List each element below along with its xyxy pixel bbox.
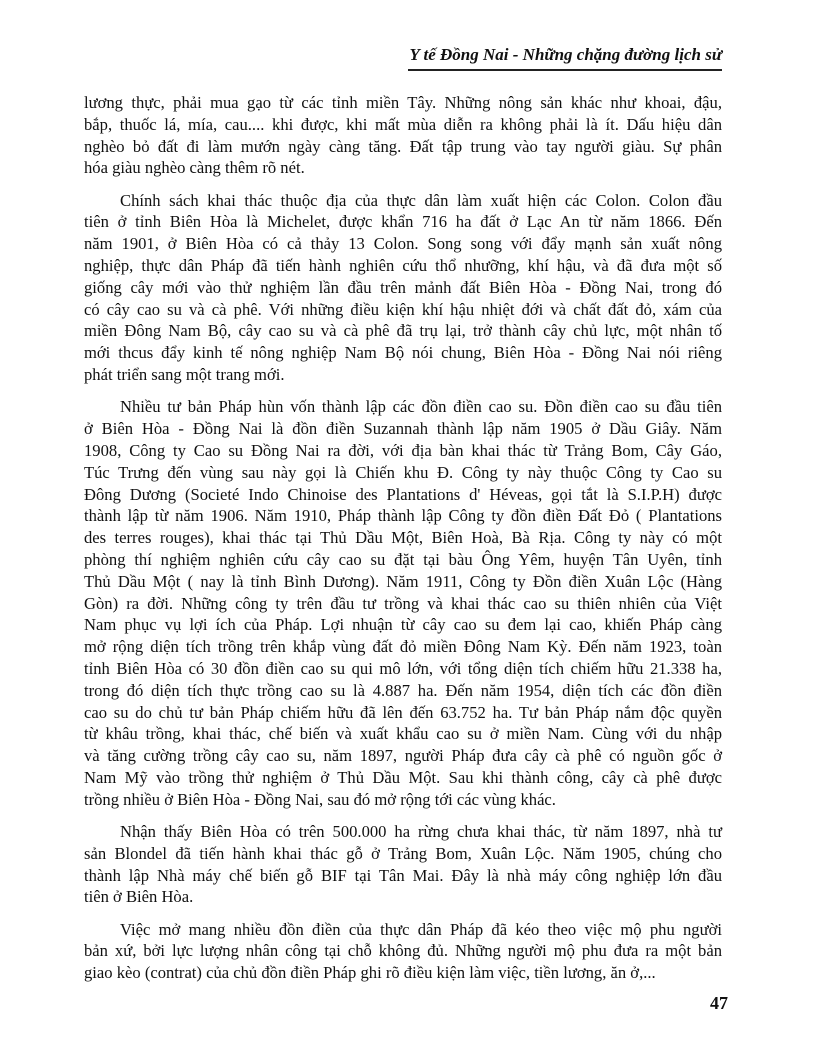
text-line: nghiệp, thực dân Pháp đã tiến hành nghiên cứu thổ nhưỡng, khí hậu, và đã đưa một số <box>84 256 722 276</box>
text-line: nghèo bỏ đất đi làm mướn ngày càng tăng. Đất tập trung vào tay người giàu. Sự phân <box>84 136 722 156</box>
text-line: hóa giàu nghèo càng thêm rõ nét. <box>84 158 305 178</box>
paragraph <box>84 396 722 810</box>
text-line: bản xứ, bởi lực lượng nhân công tại chỗ không đủ. Những người mộ phu đưa ra một bản <box>84 941 722 961</box>
text-line: từ khâu trồng, khai thác, chế biến và xuất khẩu cao su ở miền Nam. Cùng với du nhập <box>84 724 722 744</box>
text-line: Túc Trưng đến vùng sau này gọi là Chiến khu Đ. Công ty này thuộc Công ty Cao su <box>84 462 722 482</box>
text-line: cao su do chủ tư bản Pháp chiếm hữu đã lên đến 63.752 ha. Tư bản Pháp nắm độc quyền <box>84 702 722 722</box>
text-line: lương thực, phải mua gạo từ các tỉnh miền Tây. Những nông sản khác như khoai, đậu, <box>84 93 722 112</box>
text-line: giao kèo (contrat) của chủ đồn điền Pháp ghi rõ điều kiện làm việc, tiền lương, ăn ở,... <box>84 963 656 983</box>
text-line: Gòn) ra đời. Những công ty trên đầu tư trồng và khai thác cao su thiên nhiên của Việt <box>84 593 722 613</box>
text-line: tỉnh Biên Hòa có 30 đồn điền cao su qui mô lớn, với tổng diện tích chiếm hữu 21.338 ha, <box>84 658 722 678</box>
text-line: 1908, Công ty Cao su Đồng Nai ra đời, với địa bàn khai thác từ Trảng Bom, Cây Gáo, <box>84 440 722 460</box>
text-line: sản Blondel đã tiến hành khai thác gỗ ở Trảng Bom, Xuân Lộc. Năm 1905, chúng cho <box>84 843 722 863</box>
text-line: ở Biên Hòa - Đồng Nai là đồn điền Suzannah thành lập năm 1905 ở Dầu Giây. Năm <box>84 419 722 439</box>
text-line: Nam Mỹ vào trồng thử nghiệm ở Thủ Dầu Một. Sau khi thành công, cây cà phê được <box>84 767 722 787</box>
text-line: phát triển sang một trang mới. <box>84 365 285 385</box>
paragraph <box>84 92 722 179</box>
text-line: mới thcus đẩy kinh tế nông nghiệp Nam Bộ nói chung, Biên Hòa - Đồng Nai nói riêng <box>84 343 722 363</box>
paragraph <box>84 919 722 984</box>
text-line: Nam phục vụ lợi ích của Pháp. Lợi nhuận từ cây cao su đem lại cao, khiến Pháp càng <box>84 615 722 635</box>
text-line: tiên ở Biên Hòa. <box>84 887 194 907</box>
text-line: phòng thí nghiệm nghiên cứu cây cao su đặt tại bàu Ông Yêm, huyện Tân Uyên, tỉnh <box>84 549 722 569</box>
running-header: Y tế Đồng Nai - Những chặng đường lịch sử <box>408 44 723 71</box>
text-line: Thủ Dầu Một ( nay là tỉnh Bình Dương). Năm 1911, Công ty Đồn điền Xuân Lộc (Hàng <box>84 571 722 591</box>
text-line: des terres rouges), khai thác tại Thủ Dầu Một, Biên Hoà, Bà Rịa. Công ty này có một <box>84 528 722 548</box>
text-line: giống cây mới vào thử nghiệm lần đầu trên mảnh đất Biên Hòa - Đồng Nai, trong đó <box>84 277 722 297</box>
text-line: và tăng cường trồng cây cao su, năm 1897, người Pháp đưa cây cà phê có nguồn gốc ở <box>84 746 722 766</box>
text-line: Chính sách khai thác thuộc địa của thực dân làm xuất hiện các Colon. Colon đầu <box>120 190 722 210</box>
paragraph <box>84 190 722 386</box>
text-line: Đông Dương (Societé Indo Chinoise des Plantations d' Héveas, gọi tắt là S.I.P.H) được <box>84 484 722 504</box>
text-line: trong đó diện tích thực trồng cao su là 4.887 ha. Đến năm 1954, diện tích các đồn điền <box>84 680 722 700</box>
text-line: thành lập Nhà máy chế biến gỗ BIF tại Tân Mai. Đây là nhà máy công nghiệp lớn đầu <box>84 865 722 885</box>
text-line: năm 1901, ở Biên Hòa có cả thảy 13 Colon. Song song với đẩy mạnh sản xuất nông <box>84 234 722 254</box>
text-line: Nhiều tư bản Pháp hùn vốn thành lập các đồn điền cao su. Đồn điền cao su đầu tiên <box>120 397 722 417</box>
page-number: 47 <box>710 993 728 1013</box>
text-line: mở rộng diện tích trồng trên khắp vùng đất đỏ miền Đông Nam Kỳ. Đến năm 1923, toàn <box>84 637 722 657</box>
text-line: có cây cao su và cà phê. Với những điều kiện khí hậu nhiệt đới và chất đất đỏ, xám của <box>84 299 722 319</box>
text-line: bắp, thuốc lá, mía, cau.... khi được, khi mất mùa diễn ra không phải là ít. Dấu hiệu dân <box>84 114 722 134</box>
text-line: tiên ở tỉnh Biên Hòa là Michelet, được khẩn 716 ha đất ở Lạc An từ năm 1866. Đến <box>84 212 722 232</box>
paragraph <box>84 821 722 908</box>
text-line: trồng nhiều ở Biên Hòa - Đồng Nai, sau đó mở rộng tới các vùng khác. <box>84 789 556 809</box>
text-line: miền Đông Nam Bộ, cây cao su và cà phê đã trụ lại, trở thành cây chủ lực, một nhân tố <box>84 321 722 341</box>
text-line: Việc mở mang nhiều đồn điền của thực dân Pháp đã kéo theo việc mộ phu người <box>120 919 722 939</box>
text-line: thành lập từ năm 1906. Năm 1910, Pháp thành lập Công ty đồn điền Đất Đỏ ( Plantations <box>84 506 722 526</box>
text-line: Nhận thấy Biên Hòa có trên 500.000 ha rừng chưa khai thác, từ năm 1897, nhà tư <box>120 822 722 841</box>
body-text <box>84 92 722 984</box>
